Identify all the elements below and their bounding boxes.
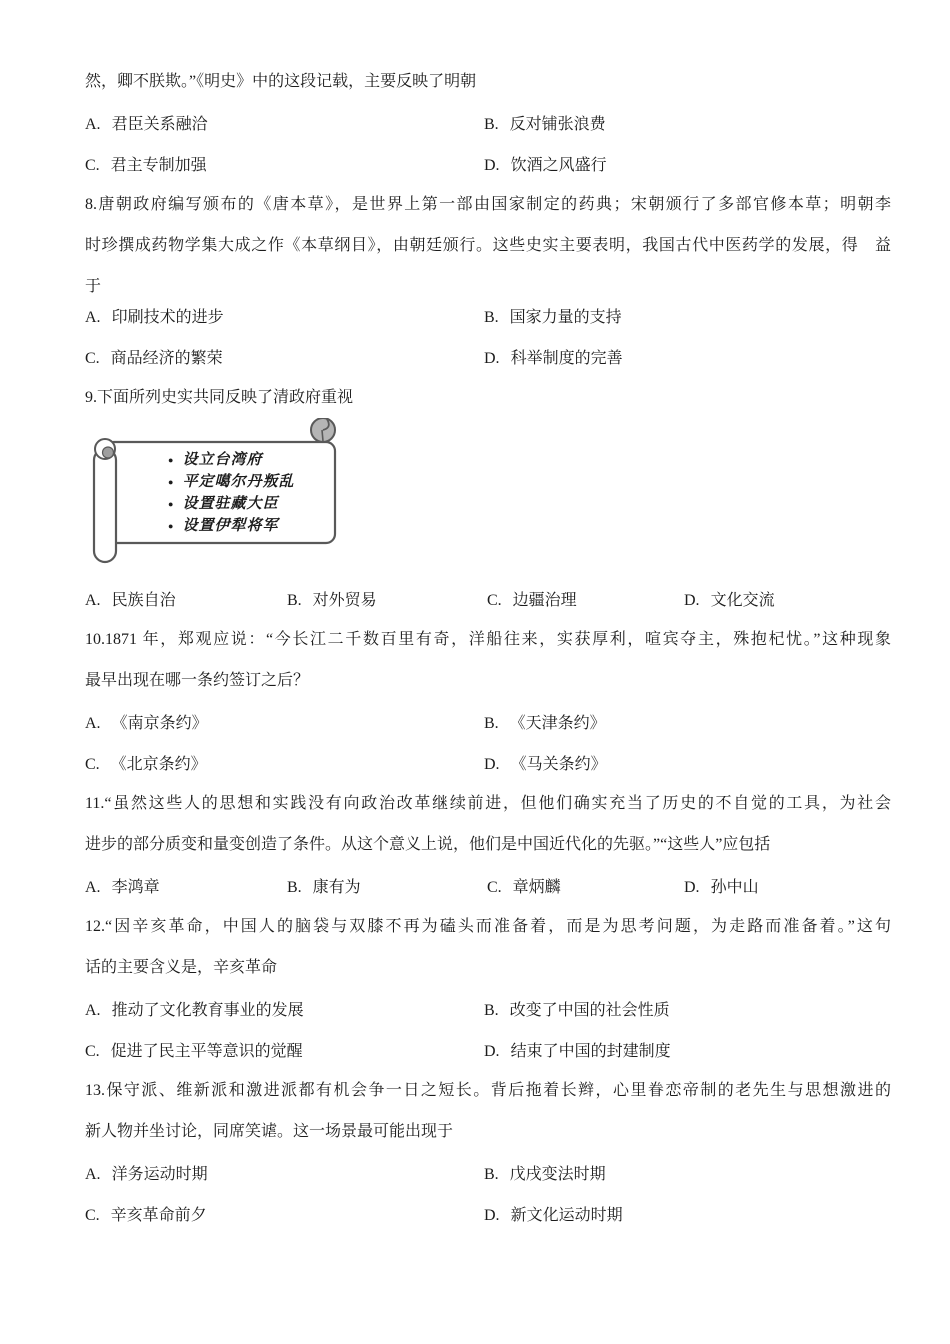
question-8-option-b: [484, 304, 883, 327]
question-13-option-b: [484, 1161, 883, 1184]
option-text: 民族自治: [111, 592, 176, 609]
question-text-line: 新人物并坐讨论，同席笑谑。这一场景最可能出现于: [85, 1123, 454, 1140]
option-letter: B.: [484, 1002, 499, 1019]
option-letter: B.: [484, 1166, 499, 1183]
question-10-option-a: [85, 710, 484, 733]
option-text: 改变了中国的社会性质: [509, 1002, 670, 1019]
option-row: [85, 102, 891, 143]
question-text-line: 时珍撰成药物学集大成之作《本草纲目》，由朝廷颁行。这些史实主要表明，我国古代中医药学的发展，得 益: [85, 237, 891, 254]
question-text-line: 10.1871 年，郑观应说：“今长江二千数百里有奇，洋船往来，实获厚利，喧宾夺主，殊抱杞忧。”这种现象: [85, 631, 891, 648]
question-text-line: 于: [85, 278, 102, 295]
question-9-option-a: [85, 587, 287, 610]
question-text-line: 话的主要含义是，辛亥革命: [85, 959, 278, 976]
option-text: 商品经济的繁荣: [110, 350, 223, 367]
option-text: 对外贸易: [312, 592, 377, 609]
scroll-roll-spiral: [103, 447, 114, 458]
question-9: [85, 377, 891, 619]
bullet-icon: ●: [168, 499, 175, 509]
scroll-bullet-list: [168, 449, 294, 537]
option-text: 推动了文化教育事业的发展: [111, 1002, 304, 1019]
option-letter: D.: [684, 592, 700, 609]
question-8: [85, 184, 891, 377]
option-text: 《马关条约》: [510, 756, 607, 773]
option-letter: C.: [487, 879, 502, 896]
scroll-roll: [94, 449, 116, 562]
question-9-option-b: [287, 587, 487, 610]
question-10: [85, 619, 891, 783]
option-letter: D.: [484, 1207, 500, 1224]
option-letter: D.: [484, 350, 500, 367]
scroll-item: [168, 449, 294, 471]
option-text: 君臣关系融洽: [111, 116, 208, 133]
question-13-option-c: [85, 1202, 484, 1225]
option-text: 反对铺张浪费: [509, 116, 606, 133]
question-12-option-c: [85, 1038, 484, 1061]
option-text: 《天津条约》: [509, 715, 606, 732]
option-letter: B.: [287, 592, 302, 609]
question-8-option-d: [484, 345, 883, 368]
question-7-option-a: [85, 111, 484, 134]
option-letter: C.: [487, 592, 502, 609]
option-text: 边疆治理: [512, 592, 577, 609]
option-letter: A.: [85, 1166, 101, 1183]
question-11-option-d: [684, 874, 759, 897]
question-13-option-a: [85, 1161, 484, 1184]
option-text: 君主专制加强: [110, 157, 207, 174]
option-row: [85, 143, 891, 184]
scroll-item: [168, 515, 294, 537]
question-text-line: 9.下面所列史实共同反映了清政府重视: [85, 389, 354, 406]
scroll-item-text: 设置驻藏大臣: [182, 496, 279, 512]
option-text: 《北京条约》: [110, 756, 207, 773]
option-letter: C.: [85, 1207, 100, 1224]
question-7-option-c: [85, 152, 484, 175]
scroll-item-text: 设置伊犁将军: [182, 518, 279, 534]
question-10-option-b: [484, 710, 883, 733]
option-letter: C.: [85, 157, 100, 174]
option-letter: B.: [484, 116, 499, 133]
scroll-item: [168, 493, 294, 515]
scroll-curl-edge: [322, 430, 323, 441]
option-text: 国家力量的支持: [509, 309, 622, 326]
option-row: [85, 1193, 891, 1234]
option-letter: B.: [484, 309, 499, 326]
scroll-figure: [85, 418, 891, 578]
option-letter: A.: [85, 116, 101, 133]
option-text: 章炳麟: [512, 879, 561, 896]
question-13-option-d: [484, 1202, 883, 1225]
question-text-line: 13.保守派、维新派和激进派都有机会争一日之短长。背后拖着长辫，心里眷恋帝制的老先生与思想激进的: [85, 1082, 891, 1099]
bullet-icon: ●: [168, 477, 175, 487]
question-9-option-c: [487, 587, 684, 610]
option-row: [85, 988, 891, 1029]
question-13: [85, 1070, 891, 1234]
question-8-option-c: [85, 345, 484, 368]
option-text: 促进了民主平等意识的觉醒: [110, 1043, 303, 1060]
question-12-option-a: [85, 997, 484, 1020]
option-text: 科举制度的完善: [510, 350, 623, 367]
question-8-option-a: [85, 304, 484, 327]
option-letter: D.: [684, 879, 700, 896]
option-letter: A.: [85, 309, 101, 326]
option-text: 新文化运动时期: [510, 1207, 623, 1224]
question-11-option-a: [85, 874, 287, 897]
option-text: 康有为: [312, 879, 361, 896]
question-7-option-d: [484, 152, 883, 175]
option-row: [85, 336, 891, 377]
option-text: 洋务运动时期: [111, 1166, 208, 1183]
bullet-icon: ●: [168, 455, 175, 465]
option-letter: A.: [85, 879, 101, 896]
document-content: [85, 61, 891, 1234]
option-letter: D.: [484, 157, 500, 174]
option-row: [85, 578, 891, 619]
option-text: 饮酒之风盛行: [510, 157, 607, 174]
option-letter: A.: [85, 715, 101, 732]
scroll-item-text: 设立台湾府: [182, 452, 263, 468]
option-letter: C.: [85, 350, 100, 367]
scroll-item-text: 平定噶尔丹叛乱: [182, 474, 295, 490]
question-11-option-c: [487, 874, 684, 897]
question-12: [85, 906, 891, 1070]
question-text-line: 最早出现在哪一条约签订之后？: [85, 672, 310, 689]
question-text-line: 然，卿不朕欺。”《明史》中的这段记载，主要反映了明朝: [85, 73, 477, 90]
question-12-option-d: [484, 1038, 883, 1061]
option-text: 辛亥革命前夕: [110, 1207, 207, 1224]
question-7-continuation: [85, 61, 891, 184]
option-text: 孙中山: [710, 879, 759, 896]
option-text: 文化交流: [710, 592, 775, 609]
question-10-option-c: [85, 751, 484, 774]
option-row: [85, 1152, 891, 1193]
question-text-line: 8.唐朝政府编写颁布的《唐本草》，是世界上第一部由国家制定的药典；宋朝颁行了多部官修本草；明朝李: [85, 196, 891, 213]
option-row: [85, 1029, 891, 1070]
question-text-line: 11.“虽然这些人的思想和实践没有向政治改革继续前进，但他们确实充当了历史的不自觉的工具，为社会: [85, 795, 891, 812]
option-text: 李鸿章: [111, 879, 160, 896]
option-text: 印刷技术的进步: [111, 309, 224, 326]
question-9-option-d: [684, 587, 775, 610]
option-letter: A.: [85, 1002, 101, 1019]
question-12-option-b: [484, 997, 883, 1020]
option-letter: B.: [484, 715, 499, 732]
option-row: [85, 295, 891, 336]
question-text-line: 进步的部分质变和量变创造了条件。从这个意义上说，他们是中国近代化的先驱。”“这些人”应包括: [85, 836, 771, 853]
option-row: [85, 742, 891, 783]
option-letter: B.: [287, 879, 302, 896]
option-text: 戊戌变法时期: [509, 1166, 606, 1183]
option-letter: C.: [85, 756, 100, 773]
option-row: [85, 701, 891, 742]
question-11-option-b: [287, 874, 487, 897]
scroll-item: [168, 471, 294, 493]
option-letter: C.: [85, 1043, 100, 1060]
question-11: [85, 783, 891, 906]
question-text-line: 12.“因辛亥革命，中国人的脑袋与双膝不再为磕头而准备着，而是为思考问题，为走路而准备着。”这句: [85, 918, 891, 935]
bullet-icon: ●: [168, 521, 175, 531]
option-letter: A.: [85, 592, 101, 609]
question-10-option-d: [484, 751, 883, 774]
option-text: 《南京条约》: [111, 715, 208, 732]
question-7-option-b: [484, 111, 883, 134]
option-letter: D.: [484, 756, 500, 773]
option-letter: D.: [484, 1043, 500, 1060]
option-text: 结束了中国的封建制度: [510, 1043, 671, 1060]
option-row: [85, 865, 891, 906]
